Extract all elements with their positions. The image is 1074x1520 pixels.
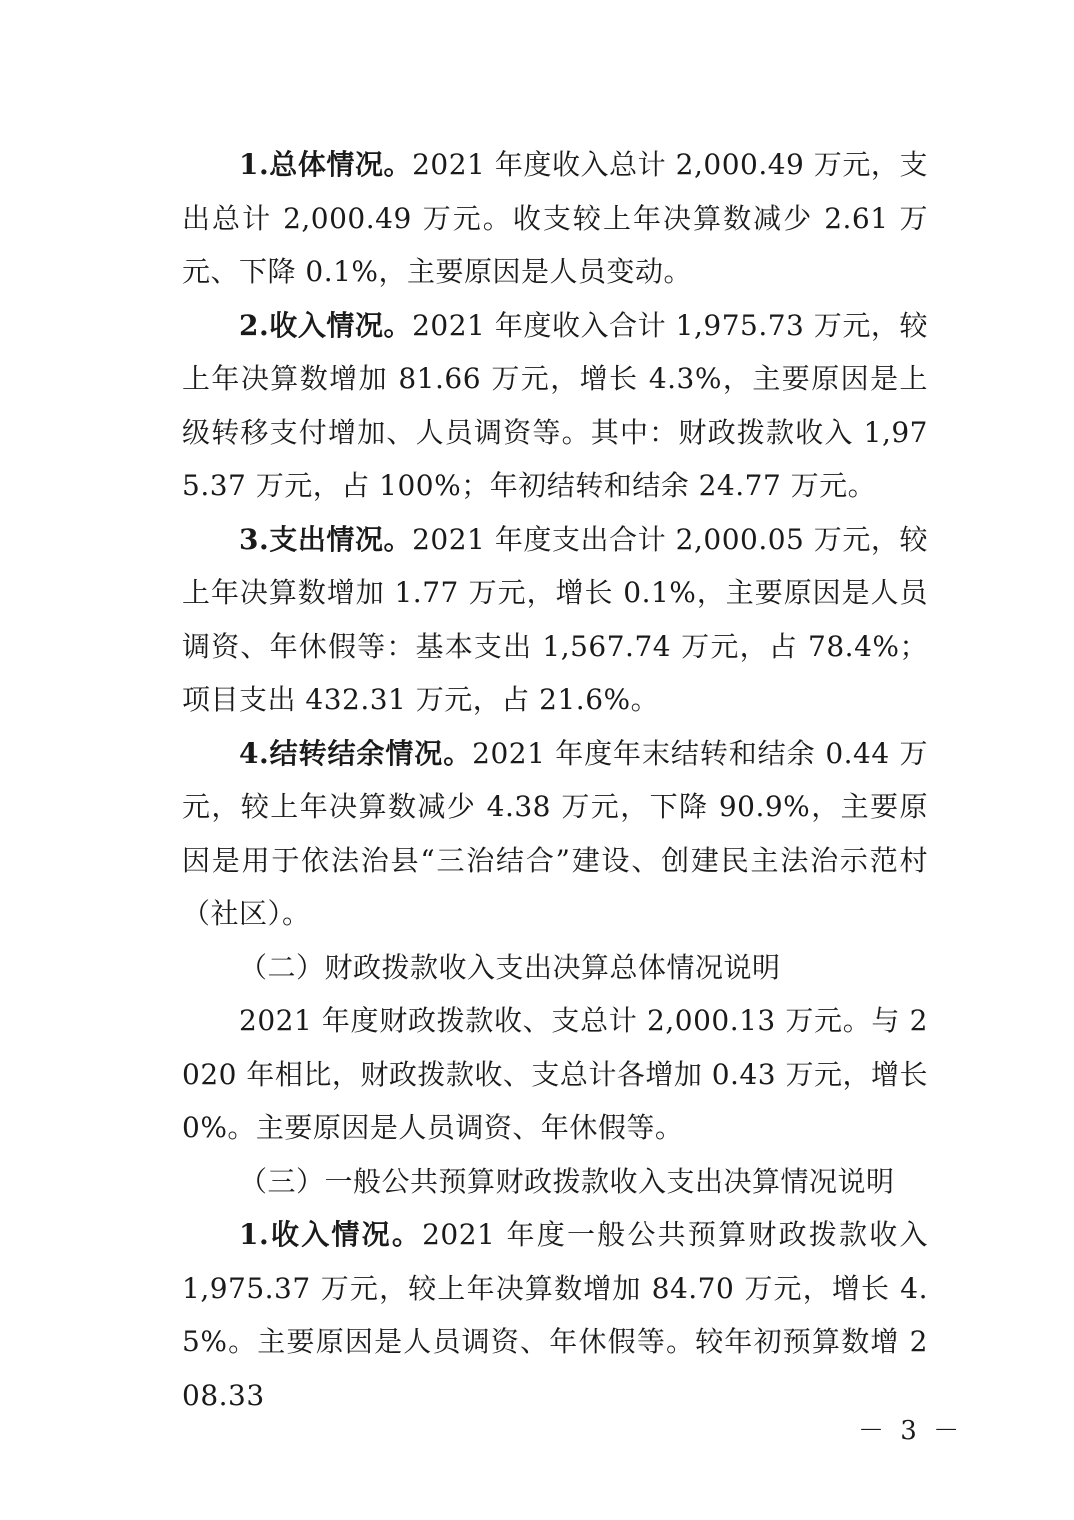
section-heading-2: （二）财政拨款收入支出决算总体情况说明: [239, 950, 781, 984]
paragraph-lead: 1.收入情况。: [239, 1218, 423, 1251]
document-body: [182, 138, 928, 1422]
paragraph-carryover: [182, 727, 928, 941]
paragraph-text: 2021 年度一般公共预算财政拨款收入 1,975.37 万元，较上年决算数增加 84.70 万元，增长 4.5%。主要原因是人员调资、年休假等。较年初预算数增 208.33: [182, 1218, 928, 1412]
paragraph-income: [182, 299, 928, 513]
paragraph-lead: 2.收入情况。: [239, 308, 413, 342]
paragraph-text: 2021 年度收入总计 2,000.49 万元，支出总计 2,000.49 万元。收支较上年决算数减少 2.61 万元、下降 0.1%，主要原因是人员变动。: [182, 148, 928, 288]
paragraph-lead: 3.支出情况。: [239, 522, 413, 556]
paragraph-general-budget-income: [182, 1208, 928, 1422]
paragraph-lead: 4.结转结余情况。: [239, 736, 473, 770]
page-number: － 3 －: [858, 1416, 964, 1446]
section-heading-3: （三）一般公共预算财政拨款收入支出决算情况说明: [239, 1164, 895, 1198]
paragraph-lead: 1.总体情况。: [239, 148, 413, 181]
paragraph-text: 2021 年度支出合计 2,000.05 万元，较上年决算数增加 1.77 万元，增长 0.1%，主要原因是人员调资、年休假等：基本支出 1,567.74 万元，占 78.4%；项目支出 432.31 万元，占 21.6%。: [182, 522, 928, 716]
paragraph-text: 2021 年度年末结转和结余 0.44 万元，较上年决算数减少 4.38 万元，下降 90.9%，主要原因是用于依法治县“三治结合”建设、创建民主法治示范村（社区）。: [182, 736, 929, 930]
paragraph-fiscal-overall: 2021 年度财政拨款收、支总计 2,000.13 万元。与 2020 年相比，财政拨款收、支总计各增加 0.43 万元，增长 0%。主要原因是人员调资、年休假等。: [182, 1004, 928, 1144]
paragraph-text: 2021 年度收入合计 1,975.73 万元，较上年决算数增加 81.66 万元，增长 4.3%，主要原因是上级转移支付增加、人员调资等。其中：财政拨款收入 1,975.37 万元，占 100%；年初结转和结余 24.77 万元。: [182, 308, 928, 502]
paragraph-overall: [182, 138, 928, 299]
paragraph-expenditure: [182, 513, 928, 727]
